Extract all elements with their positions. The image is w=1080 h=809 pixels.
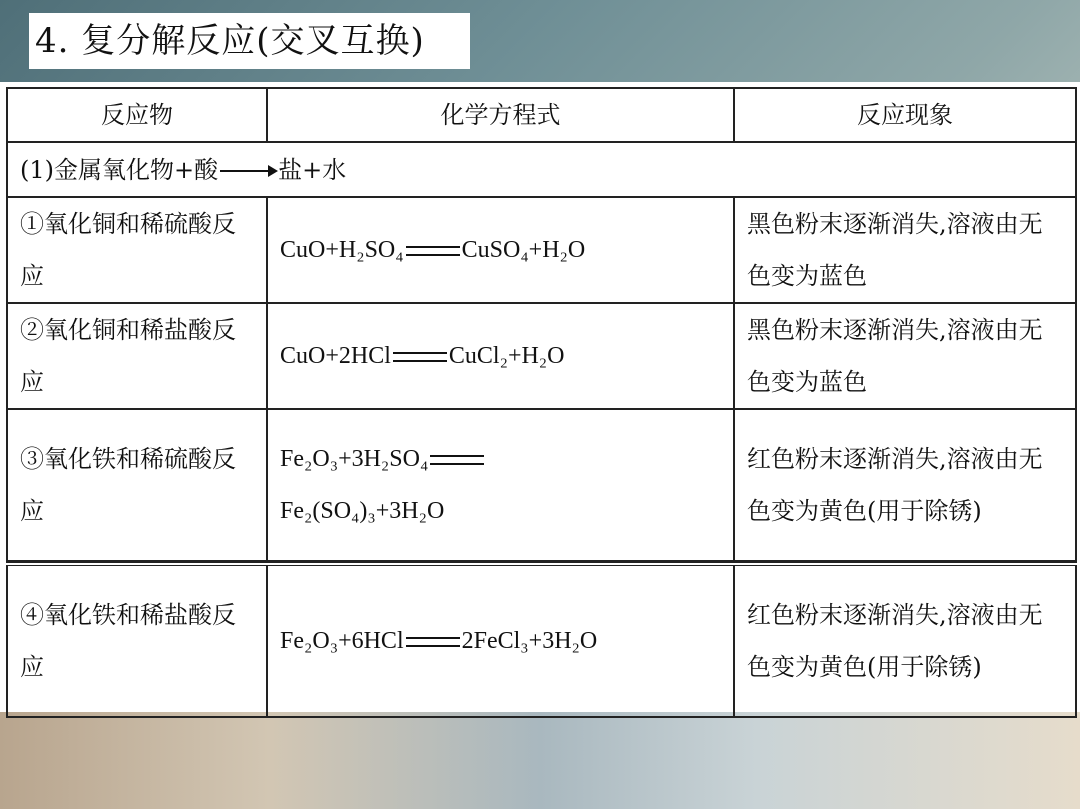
equation-left: Fe₂O₃+3H₂SO₄ (280, 446, 429, 472)
reactant-cell: ③氧化铁和稀硫酸反应 (7, 409, 267, 561)
table-row (7, 197, 1076, 303)
slide-background-bottom (0, 712, 1080, 809)
section-label (7, 142, 1076, 197)
document-page (0, 82, 1080, 712)
section-suffix: 盐+水 (278, 155, 347, 184)
equals-sign-icon (406, 637, 460, 647)
section-title: 4. 复分解反应(交叉互换) (29, 13, 470, 69)
phenomenon-cell: 黑色粉末逐渐消失,溶液由无色变为蓝色 (734, 197, 1076, 303)
reactant-cell: ①氧化铜和稀硫酸反应 (7, 197, 267, 303)
phenomenon-cell: 红色粉末逐渐消失,溶液由无色变为黄色(用于除锈) (734, 409, 1076, 561)
header-reactant: 反应物 (7, 88, 267, 142)
equation-cell (267, 303, 734, 409)
equation-right: 2FeCl₃+3H₂O (461, 628, 598, 654)
header-phenomenon: 反应现象 (734, 88, 1076, 142)
phenomenon-cell: 红色粉末逐渐消失,溶液由无色变为黄色(用于除锈) (734, 564, 1076, 717)
equation-cell (267, 564, 734, 717)
header-equation: 化学方程式 (267, 88, 734, 142)
equation-right: Fe₂(SO₄)₃+3H₂O (280, 498, 445, 524)
table-row (7, 564, 1076, 717)
equation-left: CuO+2HCl (280, 343, 391, 369)
table-header-row (7, 88, 1076, 142)
equals-sign-icon (393, 352, 447, 362)
equation-cell (267, 409, 734, 561)
equation-left: CuO+H₂SO₄ (280, 237, 404, 263)
section-row (7, 142, 1076, 197)
equals-sign-icon (406, 246, 460, 256)
equation-cell (267, 197, 734, 303)
table-row (7, 303, 1076, 409)
reactant-cell: ④氧化铁和稀盐酸反应 (7, 564, 267, 717)
equation-right: CuCl₂+H₂O (448, 343, 565, 369)
arrow-icon (220, 170, 276, 172)
reactant-cell: ②氧化铜和稀盐酸反应 (7, 303, 267, 409)
equals-sign-icon (430, 455, 484, 465)
reaction-table (6, 87, 1077, 718)
phenomenon-cell: 黑色粉末逐渐消失,溶液由无色变为蓝色 (734, 303, 1076, 409)
equation-left: Fe₂O₃+6HCl (280, 628, 404, 654)
table-row (7, 409, 1076, 561)
equation-right: CuSO₄+H₂O (461, 237, 586, 263)
section-prefix: (1)金属氧化物+酸 (20, 155, 219, 184)
